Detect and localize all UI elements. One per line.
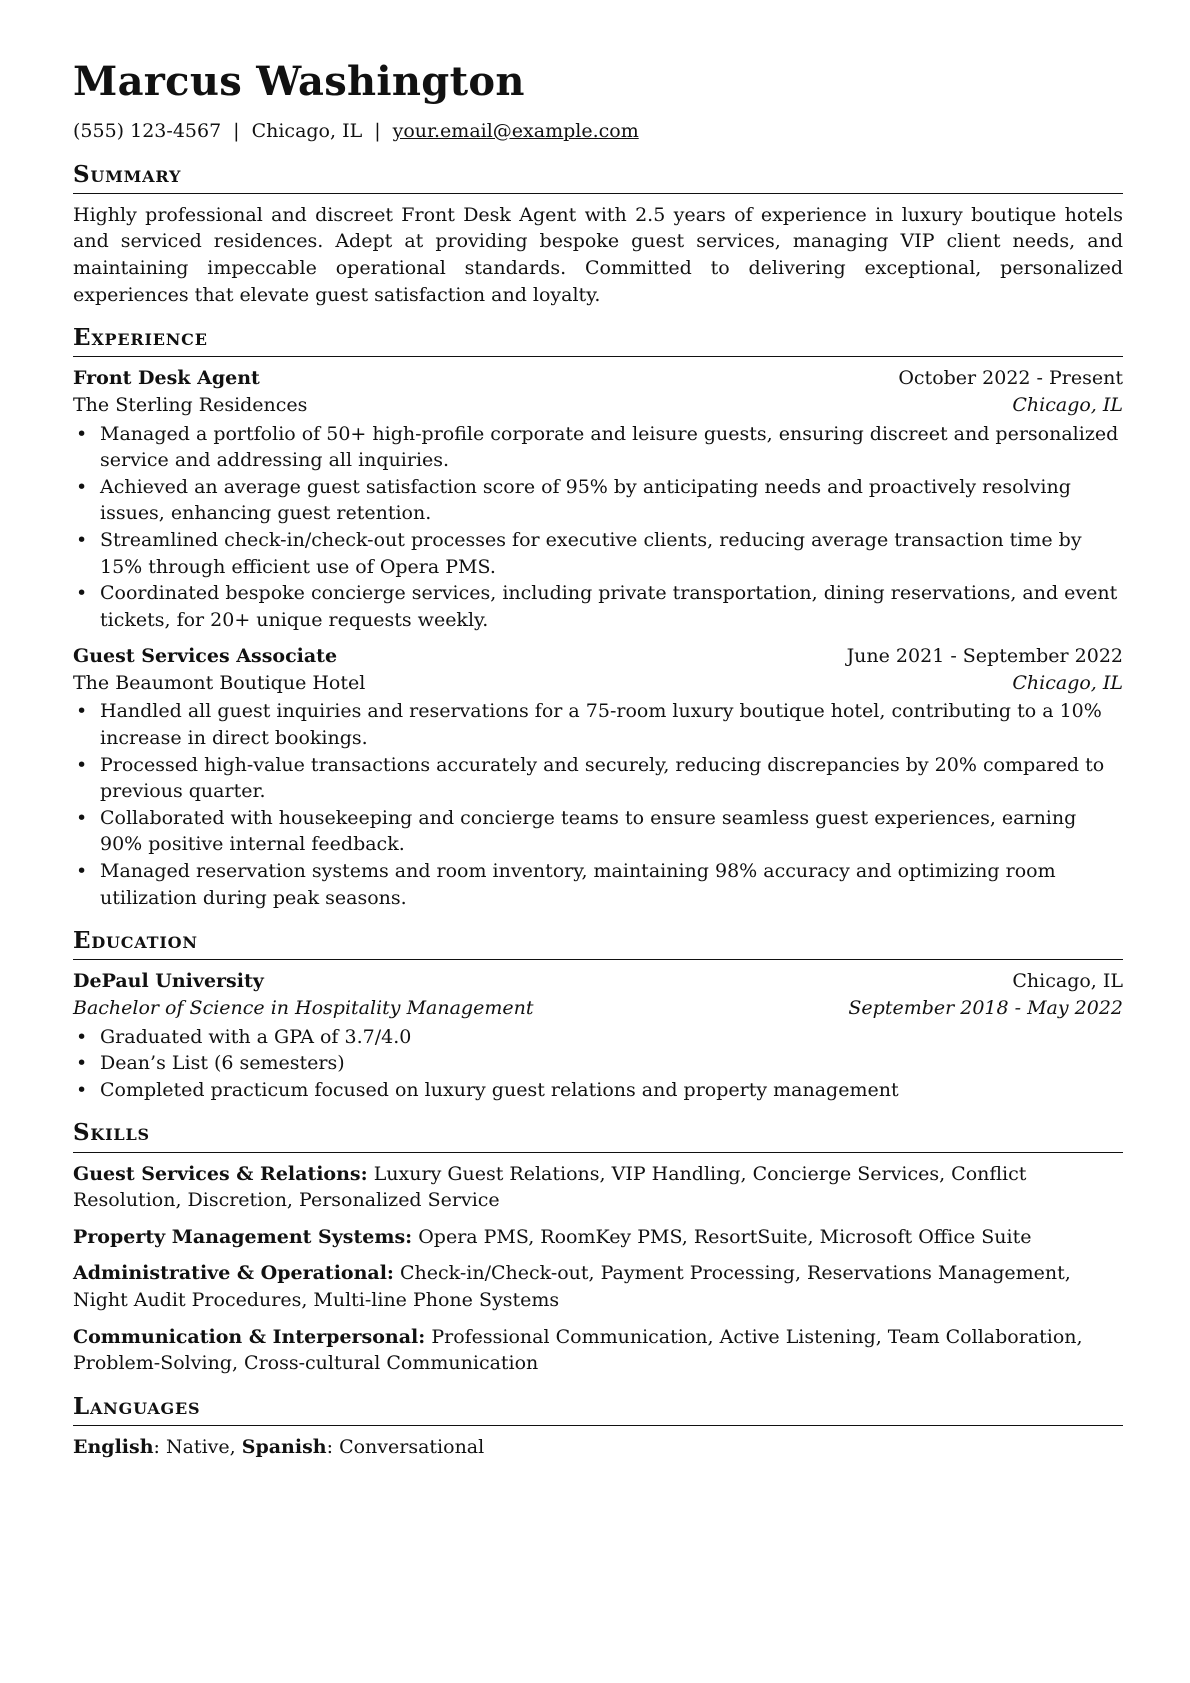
skill-category: Property Management Systems: — [73, 1225, 413, 1248]
job-bullets — [73, 421, 1123, 634]
bullet-item: • Graduated with a GPA of 3.7/4.0 — [100, 1024, 1123, 1051]
skill-list: Luxury Guest Relations, VIP Handling, Concierge Services, Conflict Resolution, Discretion, Personalized Service — [73, 1162, 1027, 1212]
skill-category: Guest Services & Relations: — [73, 1162, 368, 1185]
contact-line — [73, 118, 1123, 145]
language-name: English — [73, 1435, 154, 1458]
education-dates: September 2018 - May 2022 — [848, 997, 1123, 1019]
bullet-item: • Streamlined check-in/check-out processes for executive clients, reducing average transaction time by 15% through efficient use of Opera PMS. — [100, 527, 1123, 580]
separator: | — [374, 120, 381, 142]
summary-text: Highly professional and discreet Front Desk Agent with 2.5 years of experience in luxury boutique hotels and serviced residences. Adept at providing bespoke guest services, managing VIP client needs, and maintaining impeccable operational standards. Committed to delivering exceptional, personalized experiences that elevate guest satisfaction and loyalty. — [73, 203, 1123, 306]
bullet-item: • Dean’s List (6 semesters) — [100, 1050, 1123, 1077]
section-title-summary: Summary — [73, 159, 1123, 194]
degree: Bachelor of Science in Hospitality Management — [73, 997, 534, 1019]
experience-entry — [73, 643, 1123, 911]
skill-list: Check-in/Check-out, Payment Processing, Reservations Management, Night Audit Procedures, Multi-line Phone Systems — [73, 1262, 1071, 1311]
skill-line — [73, 1324, 1123, 1377]
job-location: Chicago, IL — [1012, 671, 1123, 694]
candidate-name: Marcus Washington — [73, 58, 525, 105]
job-bullets — [73, 698, 1123, 911]
school-location: Chicago, IL — [1012, 970, 1123, 993]
location: Chicago, IL — [251, 120, 363, 142]
skill-category: Administrative & Operational: — [73, 1262, 394, 1285]
languages-line: English: Native, Spanish: Conversational — [73, 1435, 485, 1458]
bullet-item: • Handled all guest inquiries and reservations for a 75-room luxury boutique hotel, contributing to a 10% increase in direct bookings. — [100, 698, 1123, 751]
bullet-item: • Completed practicum focused on luxury guest relations and property management — [100, 1077, 1123, 1104]
education-section — [73, 925, 1123, 1103]
bullet-item: • Collaborated with housekeeping and concierge teams to ensure seamless guest experiences, earning 90% positive internal feedback. — [100, 805, 1123, 858]
languages-section — [73, 1391, 1123, 1461]
email-link[interactable]: your.email@example.com — [392, 120, 639, 142]
section-title-skills: Skills — [73, 1117, 1123, 1152]
resume-page — [73, 58, 1123, 1461]
bullet-item: • Processed high-value transactions accurately and securely, reducing discrepancies by 20% compared to previous quarter. — [100, 752, 1123, 805]
skill-line — [73, 1224, 1123, 1251]
job-dates: June 2021 - September 2022 — [846, 645, 1123, 668]
education-entry — [73, 968, 1123, 1103]
language-name: Spanish — [241, 1435, 327, 1458]
job-dates: October 2022 - Present — [898, 367, 1123, 390]
phone-number: (555) 123-4567 — [73, 120, 222, 142]
company-name: The Sterling Residences — [73, 393, 308, 416]
job-title: Front Desk Agent — [73, 367, 260, 390]
language-level: Native — [165, 1435, 230, 1458]
job-title: Guest Services Associate — [73, 645, 338, 668]
summary-section — [73, 159, 1123, 309]
bullet-item: • Managed reservation systems and room inventory, maintaining 98% accuracy and optimizing room utilization during peak seasons. — [100, 858, 1123, 911]
section-title-languages: Languages — [73, 1391, 1123, 1426]
section-title-education: Education — [73, 925, 1123, 960]
company-name: The Beaumont Boutique Hotel — [73, 671, 366, 694]
job-location: Chicago, IL — [1012, 393, 1123, 416]
bullet-item: • Managed a portfolio of 50+ high-profile corporate and leisure guests, ensuring discreet and personalized service and addressing all inquiries. — [100, 421, 1123, 474]
separator: | — [233, 120, 240, 142]
skill-list: Opera PMS, RoomKey PMS, ResortSuite, Microsoft Office Suite — [418, 1225, 1032, 1248]
skills-section — [73, 1117, 1123, 1376]
experience-section — [73, 322, 1123, 911]
skill-line — [73, 1161, 1123, 1214]
section-title-experience: Experience — [73, 322, 1123, 357]
bullet-item: • Coordinated bespoke concierge services, including private transportation, dining reservations, and event tickets, for 20+ unique requests weekly. — [100, 580, 1123, 633]
school-name: DePaul University — [73, 970, 264, 993]
skill-line — [73, 1260, 1123, 1313]
experience-entry — [73, 365, 1123, 633]
language-level: Conversational — [339, 1435, 485, 1458]
skill-category: Communication & Interpersonal: — [73, 1325, 426, 1348]
education-bullets — [73, 1024, 1123, 1104]
skill-list: Professional Communication, Active Listening, Team Collaboration, Problem-Solving, Cross-cultural Communication — [73, 1325, 1083, 1375]
bullet-item: • Achieved an average guest satisfaction score of 95% by anticipating needs and proactively resolving issues, enhancing guest retention. — [100, 474, 1123, 527]
